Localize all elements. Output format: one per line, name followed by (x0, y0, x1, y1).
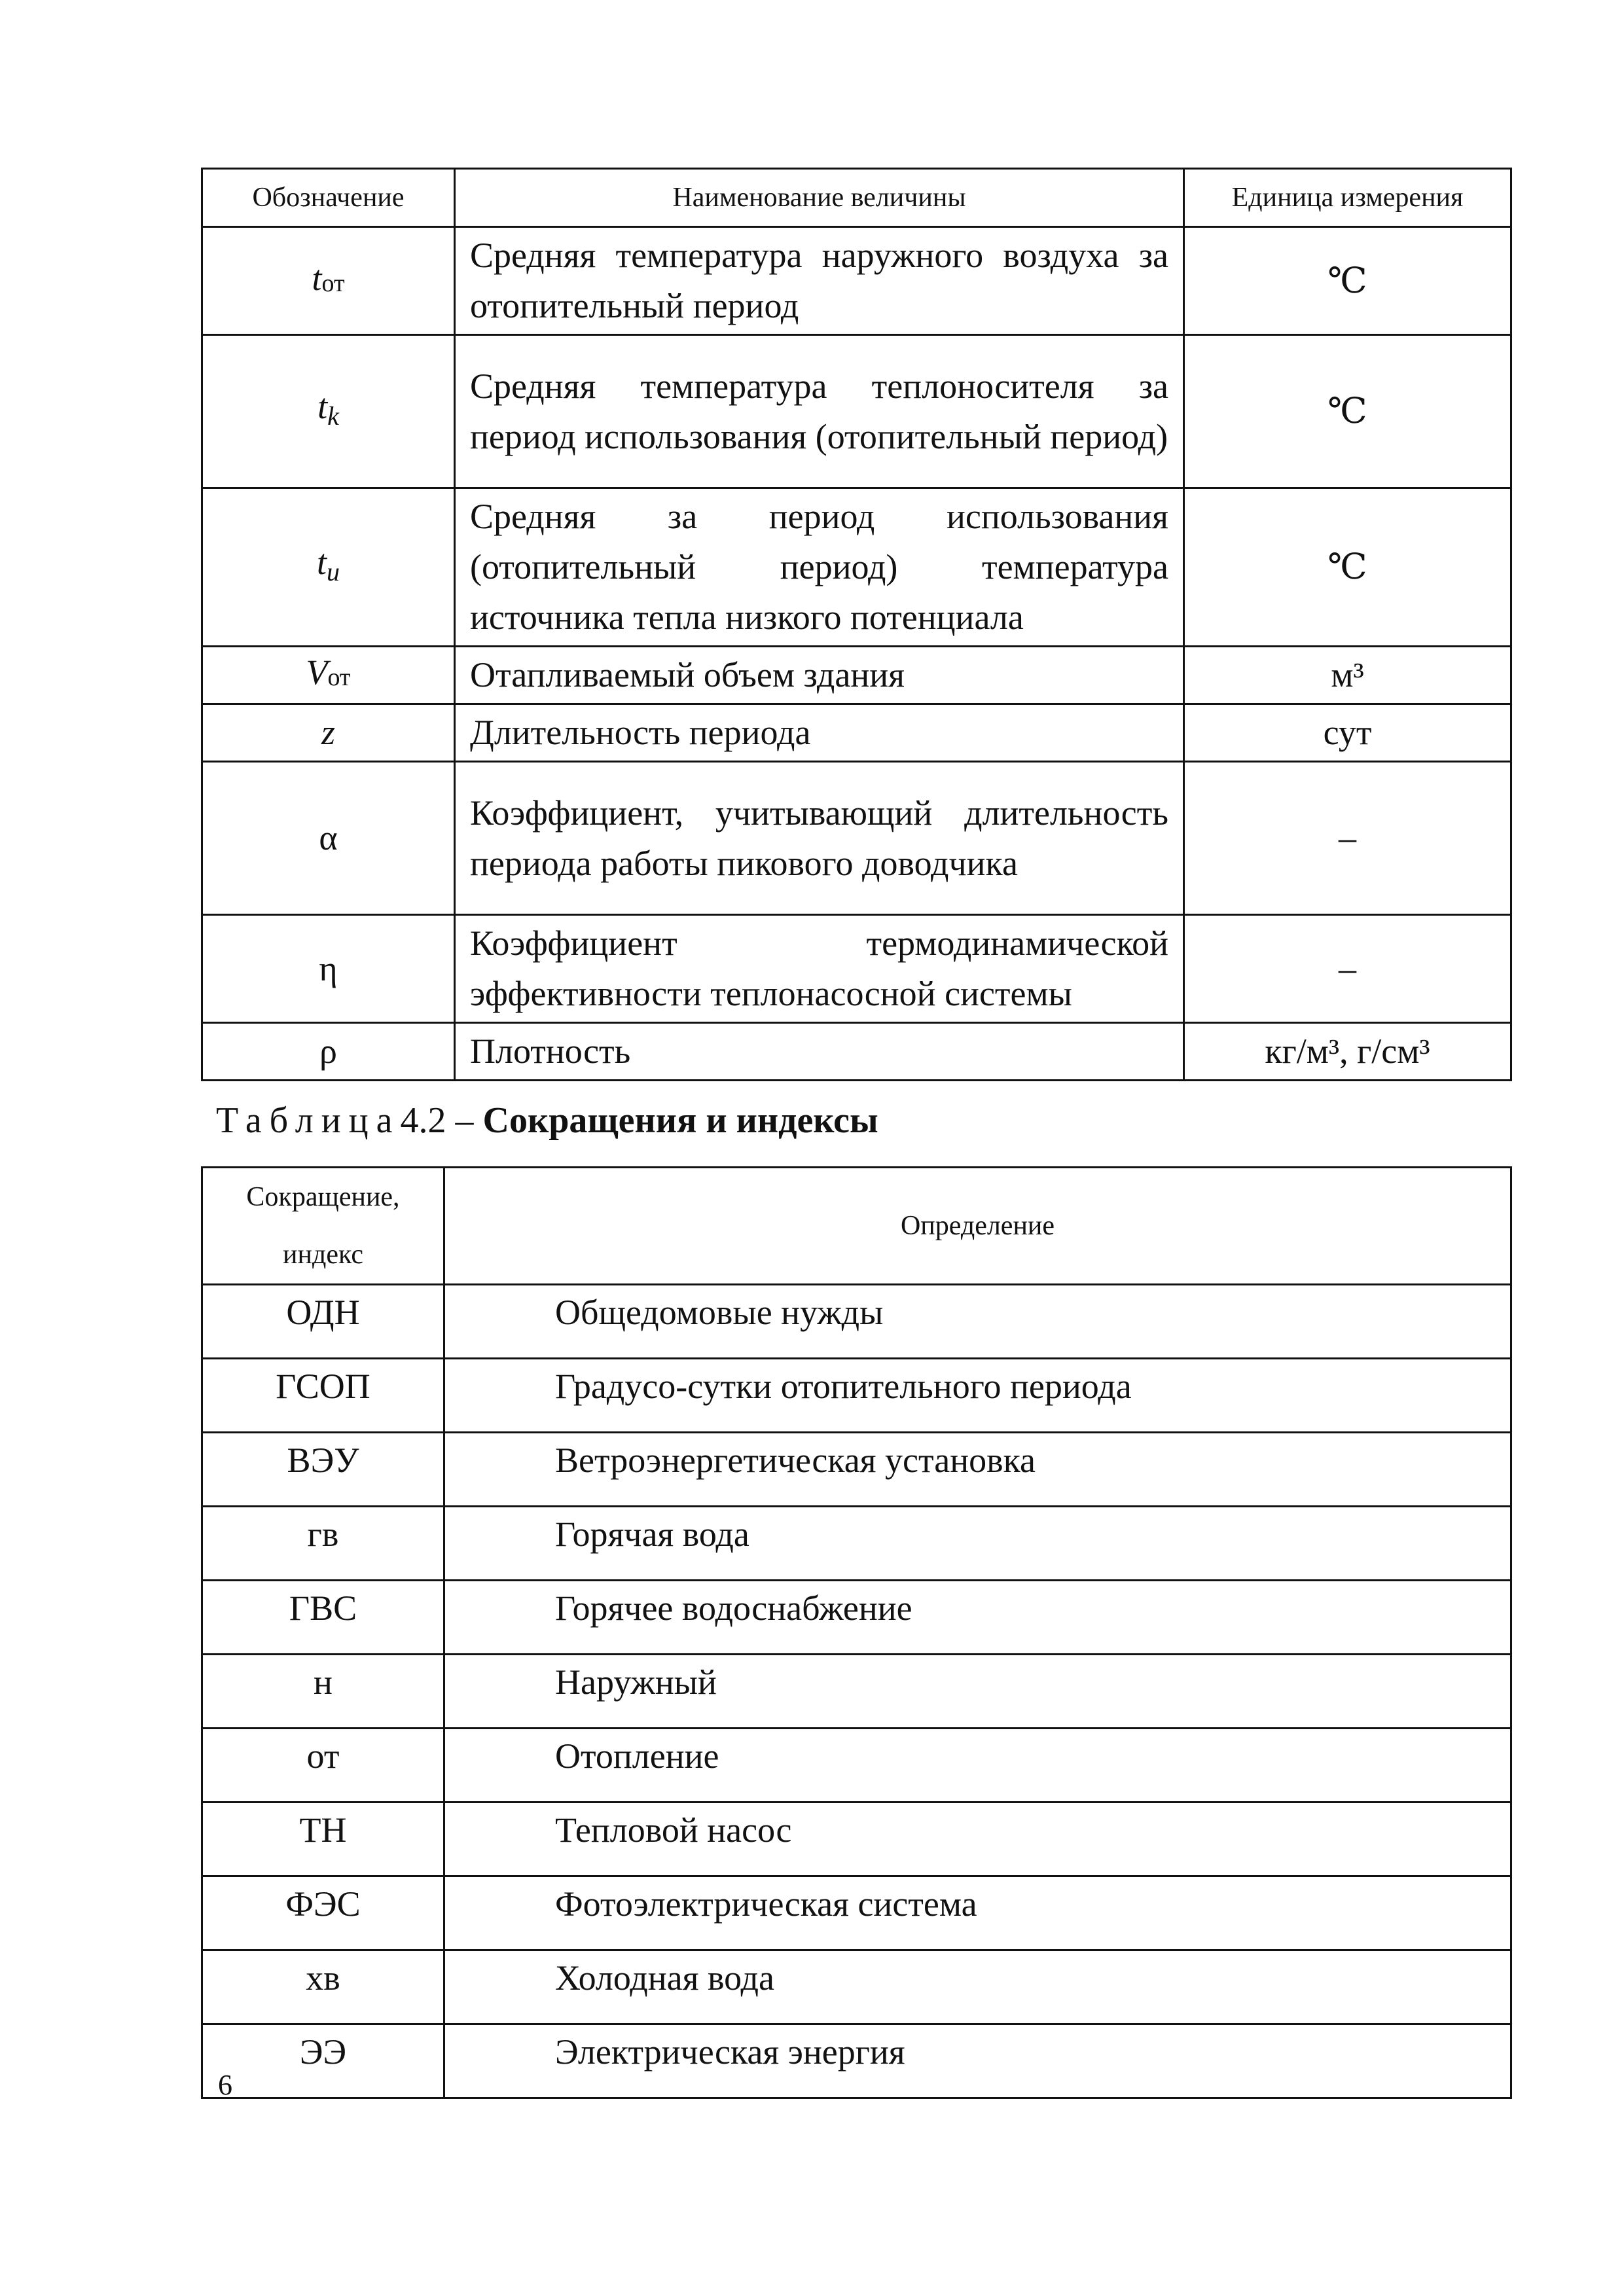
table-row (202, 1433, 1511, 1507)
definition-cell: Тепловой насос (444, 1803, 1511, 1876)
caption-number: 4.2 – (400, 1100, 474, 1141)
unit-cell: сут (1184, 704, 1511, 762)
abbreviation-cell: ТН (202, 1803, 444, 1876)
abbreviations-table-header (202, 1168, 1511, 1285)
table-row (202, 2024, 1511, 2098)
table-row (202, 1023, 1511, 1081)
abbreviation-cell: хв (202, 1950, 444, 2024)
unit-cell: – (1184, 762, 1511, 915)
quantity-name-cell: Плотность (455, 1023, 1184, 1081)
table-row (202, 1285, 1511, 1359)
symbol-cell: η (202, 915, 455, 1023)
quantity-name-cell: Средняя за период использования (отопительный период) температура источника тепла низкого потенциала (455, 488, 1184, 647)
abbreviation-cell: ГСОП (202, 1359, 444, 1433)
table-row (202, 915, 1511, 1023)
caption-prefix: Таблица (216, 1100, 401, 1141)
abbreviations-table (201, 1166, 1512, 2099)
quantity-name-cell: Средняя температура наружного воздуха за отопительный период (455, 227, 1184, 335)
table-row (202, 1655, 1511, 1729)
abbreviation-cell: ОДН (202, 1285, 444, 1359)
header-definition: Определение (444, 1168, 1511, 1285)
table-row (202, 488, 1511, 647)
table-row (202, 1507, 1511, 1581)
unit-cell: кг/м³, г/см³ (1184, 1023, 1511, 1081)
quantity-name-cell: Средняя температура теплоносителя за период использования (отопительный период) (455, 335, 1184, 488)
definition-cell: Отопление (444, 1729, 1511, 1803)
definition-cell: Фотоэлектрическая система (444, 1876, 1511, 1950)
table-row (202, 227, 1511, 335)
definition-cell: Ветроэнергетическая установка (444, 1433, 1511, 1507)
symbol-cell: tk (202, 335, 455, 488)
abbreviation-cell: ФЭС (202, 1876, 444, 1950)
caption-title: Сокращения и индексы (482, 1100, 878, 1141)
table-row (202, 1950, 1511, 2024)
table-row (202, 1803, 1511, 1876)
definition-cell: Наружный (444, 1655, 1511, 1729)
table-row (202, 1876, 1511, 1950)
symbol-cell: Vот (202, 647, 455, 704)
definition-cell: Градусо-сутки отопительного периода (444, 1359, 1511, 1433)
header-symbol: Обозначение (202, 169, 455, 227)
header-quantity-name: Наименование величины (455, 169, 1184, 227)
abbreviation-cell: н (202, 1655, 444, 1729)
unit-cell: ℃ (1184, 488, 1511, 647)
quantity-name-cell: Коэффициент, учитывающий длительность периода работы пикового доводчика (455, 762, 1184, 915)
abbreviation-cell: ГВС (202, 1581, 444, 1655)
definition-cell: Общедомовые нужды (444, 1285, 1511, 1359)
symbols-table-header (202, 169, 1511, 227)
abbreviation-cell: гв (202, 1507, 444, 1581)
header-unit: Единица измерения (1184, 169, 1511, 227)
table-caption (216, 1100, 878, 1141)
definition-cell: Холодная вода (444, 1950, 1511, 2024)
symbol-cell: α (202, 762, 455, 915)
abbreviation-cell: ВЭУ (202, 1433, 444, 1507)
symbol-cell: tu (202, 488, 455, 647)
table-row (202, 762, 1511, 915)
symbol-cell: ρ (202, 1023, 455, 1081)
quantity-name-cell: Длительность периода (455, 704, 1184, 762)
table-row (202, 1359, 1511, 1433)
unit-cell: м³ (1184, 647, 1511, 704)
abbreviation-cell: от (202, 1729, 444, 1803)
quantity-name-cell: Отапливаемый объем здания (455, 647, 1184, 704)
abbreviation-cell: ЭЭ (202, 2024, 444, 2098)
page-number: 6 (218, 2069, 232, 2101)
table-row (202, 335, 1511, 488)
symbols-table (201, 168, 1512, 1081)
table-row (202, 704, 1511, 762)
unit-cell: ℃ (1184, 335, 1511, 488)
header-abbreviation: Сокращение, индекс (202, 1168, 444, 1285)
unit-cell: ℃ (1184, 227, 1511, 335)
definition-cell: Горячая вода (444, 1507, 1511, 1581)
symbol-cell: z (202, 704, 455, 762)
table-row (202, 1581, 1511, 1655)
quantity-name-cell: Коэффициент термодинамической эффективности теплонасосной системы (455, 915, 1184, 1023)
table-row (202, 1729, 1511, 1803)
table-row (202, 647, 1511, 704)
definition-cell: Электрическая энергия (444, 2024, 1511, 2098)
definition-cell: Горячее водоснабжение (444, 1581, 1511, 1655)
unit-cell: – (1184, 915, 1511, 1023)
symbol-cell: tот (202, 227, 455, 335)
